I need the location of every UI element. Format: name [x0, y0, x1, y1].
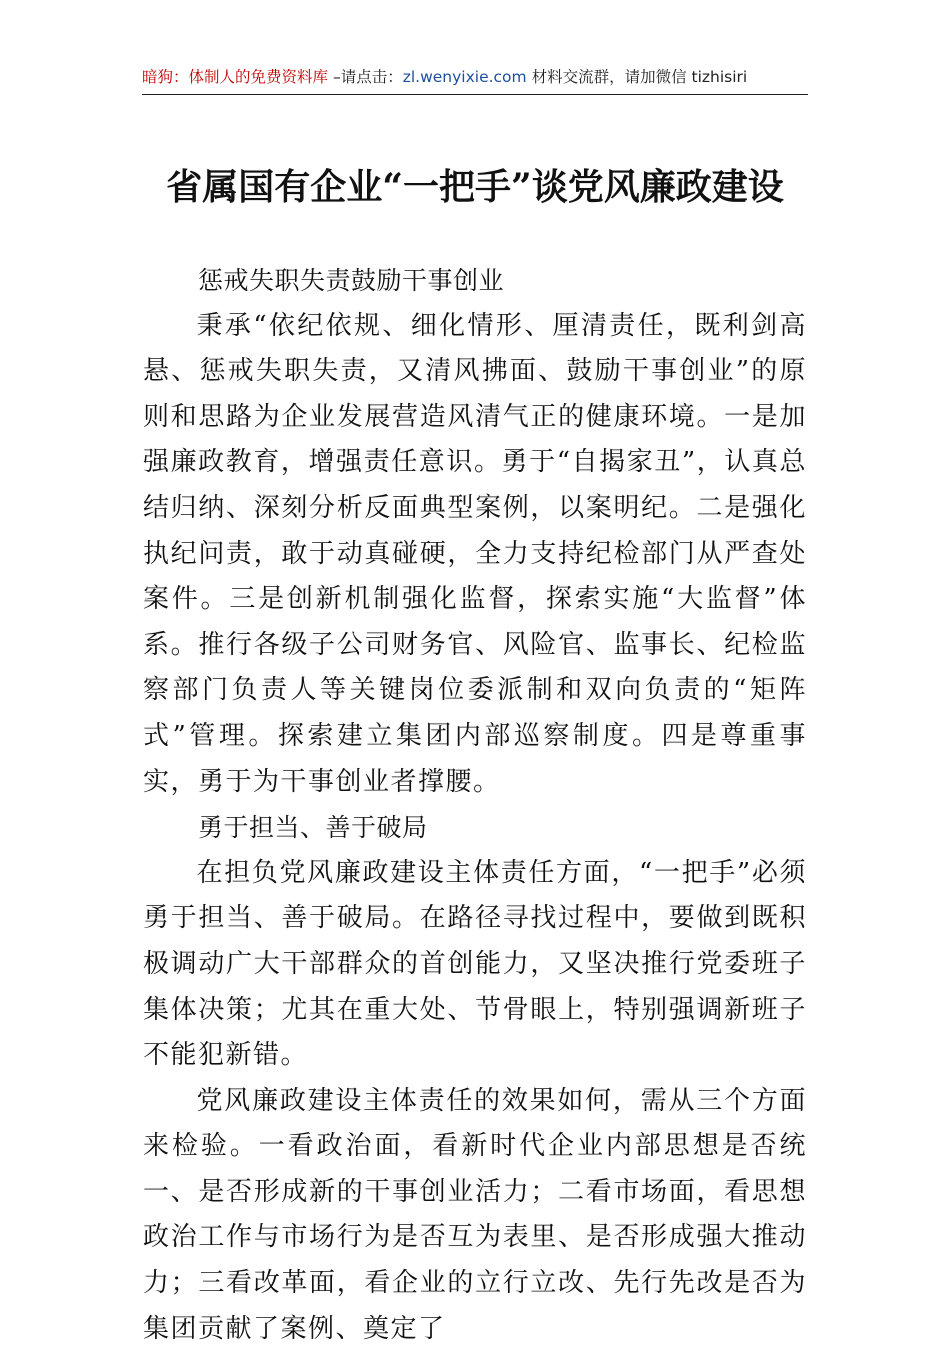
section-heading: 勇于担当、善于破局 — [198, 813, 428, 843]
document-body — [143, 258, 807, 1352]
header-click-label: –请点击： — [328, 68, 403, 86]
paragraph: 秉承“依纪依规、细化情形、厘清责任，既利剑高悬、惩戒失职失责，又清风拂面、鼓励干事创业”的原则和思路为企业发展营造风清气正的健康环境。一是加强廉政教育，增强责任意识。勇于“自揭家丑”，认真总结归纳、深刻分析反面典型案例，以案明纪。二是强化执纪问责，敢于动真碰硬，全力支持纪检部门从严查处案件。三是创新机制强化监督，探索实施“大监督”体系。推行各级子公司财务官、风险官、监事长、纪检监察部门负责人等关键岗位委派制和双向负责的“矩阵式”管理。探索建立集团内部巡察制度。四是尊重事实，勇于为干事创业者撑腰。 — [143, 310, 807, 797]
document-title: 省属国有企业“一把手”谈党风廉政建设 — [166, 166, 784, 208]
paragraph: 党风廉政建设主体责任的效果如何，需从三个方面来检验。一看政治面，看新时代企业内部思想是否统一、是否形成新的干事创业活力；二看市场面，看思想政治工作与市场行为是否互为表里、是否形成强大推动力；三看改革面，看企业的立行立改、先行先改是否为集团贡献了案例、奠定了 — [143, 1085, 807, 1344]
page-header — [142, 64, 808, 95]
header-url-link[interactable]: zl.wenyixie.com — [402, 68, 527, 86]
paragraph: 在担负党风廉政建设主体责任方面，“一把手”必须勇于担当、善于破局。在路径寻找过程中，要做到既积极调动广大干部群众的首创能力，又坚决推行党委班子集体决策；尤其在重大处、节骨眼上，特别强调新班子不能犯新错。 — [143, 857, 807, 1071]
header-brand: 暗狗：体制人的免费资料库 — [142, 68, 329, 86]
header-group-note: 材料交流群，请加微信 tizhisiri — [526, 68, 748, 86]
section-heading: 惩戒失职失责鼓励干事创业 — [198, 266, 505, 295]
